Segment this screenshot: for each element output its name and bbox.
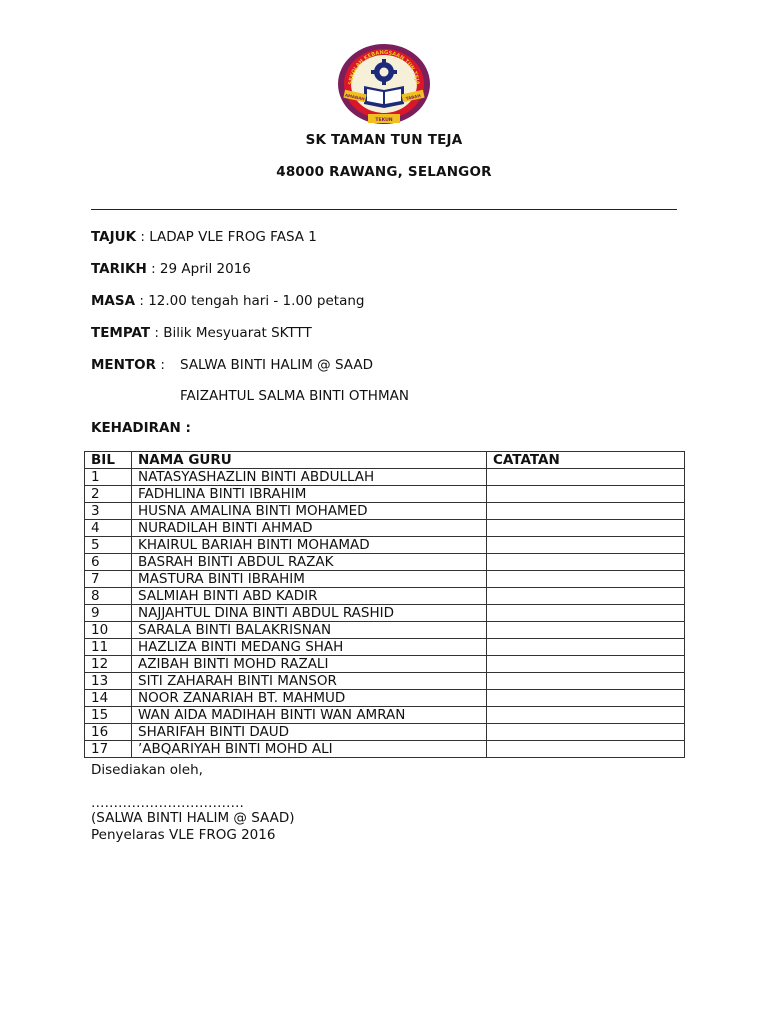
row-nama-guru: WAN AIDA MADIHAH BINTI WAN AMRAN — [132, 707, 487, 724]
row-catatan — [487, 486, 685, 503]
logo-ring-text: SEKOLAH KEBANGSAAN TUN TEJA — [347, 49, 421, 86]
row-bil: 15 — [85, 707, 132, 724]
row-nama-guru: SARALA BINTI BALAKRISNAN — [132, 622, 487, 639]
table-row — [85, 554, 685, 571]
school-address: 48000 RAWANG, SELANGOR — [276, 164, 492, 180]
row-bil: 12 — [85, 656, 132, 673]
logo-ribbon-left: AMANAH — [344, 92, 366, 102]
table-row — [85, 639, 685, 656]
row-bil: 9 — [85, 605, 132, 622]
row-nama-guru: AZIBAH BINTI MOHD RAZALI — [132, 656, 487, 673]
table-row — [85, 571, 685, 588]
mentor-name-2: FAIZAHTUL SALMA BINTI OTHMAN — [180, 388, 409, 404]
field-value: : Bilik Mesyuarat SKTTT — [150, 325, 312, 341]
row-bil: 3 — [85, 503, 132, 520]
table-row — [85, 503, 685, 520]
table-row — [85, 741, 685, 758]
table-header-row — [85, 452, 685, 469]
row-catatan — [487, 571, 685, 588]
row-catatan — [487, 741, 685, 758]
school-name: SK TAMAN TUN TEJA — [305, 132, 463, 148]
kehadiran-heading: KEHADIRAN : — [91, 420, 191, 436]
table-row — [85, 724, 685, 741]
row-nama-guru: MASTURA BINTI IBRAHIM — [132, 571, 487, 588]
row-catatan — [487, 639, 685, 656]
field-label: TEMPAT — [91, 325, 151, 341]
row-bil: 1 — [85, 469, 132, 486]
logo-ribbon-bottom: TEKUN — [375, 118, 393, 123]
field-label: TAJUK — [91, 229, 137, 245]
header-catatan: CATATAN — [487, 452, 685, 469]
row-catatan — [487, 469, 685, 486]
row-catatan — [487, 520, 685, 537]
row-bil: 10 — [85, 622, 132, 639]
mentor-name-1: SALWA BINTI HALIM @ SAAD — [180, 357, 374, 373]
table-row — [85, 673, 685, 690]
row-catatan — [487, 690, 685, 707]
row-catatan — [487, 605, 685, 622]
table-row — [85, 588, 685, 605]
field-mentor — [91, 357, 165, 373]
table-row — [85, 656, 685, 673]
field-label: TARIKH — [91, 261, 147, 277]
prepared-by-label: Disediakan oleh, — [91, 762, 203, 778]
row-nama-guru: NOOR ZANARIAH BT. MAHMUD — [132, 690, 487, 707]
row-catatan — [487, 503, 685, 520]
signatory-name: (SALWA BINTI HALIM @ SAAD) — [91, 810, 295, 826]
row-nama-guru: ’ABQARIYAH BINTI MOHD ALI — [132, 741, 487, 758]
row-bil: 7 — [85, 571, 132, 588]
row-nama-guru: FADHLINA BINTI IBRAHIM — [132, 486, 487, 503]
table-row — [85, 469, 685, 486]
row-nama-guru: HUSNA AMALINA BINTI MOHAMED — [132, 503, 487, 520]
table-row — [85, 690, 685, 707]
row-bil: 11 — [85, 639, 132, 656]
field-value: : 12.00 tengah hari - 1.00 petang — [135, 293, 365, 309]
row-nama-guru: KHAIRUL BARIAH BINTI MOHAMAD — [132, 537, 487, 554]
field-value: : 29 April 2016 — [146, 261, 251, 277]
row-catatan — [487, 537, 685, 554]
row-catatan — [487, 656, 685, 673]
table-row — [85, 537, 685, 554]
row-nama-guru: SALMIAH BINTI ABD KADIR — [132, 588, 487, 605]
row-bil: 4 — [85, 520, 132, 537]
field-separator: : — [156, 357, 165, 373]
row-nama-guru: SITI ZAHARAH BINTI MANSOR — [132, 673, 487, 690]
row-bil: 13 — [85, 673, 132, 690]
row-bil: 5 — [85, 537, 132, 554]
row-nama-guru: SHARIFAH BINTI DAUD — [132, 724, 487, 741]
header-bil: BIL — [85, 452, 132, 469]
row-catatan — [487, 707, 685, 724]
attendance-table — [84, 451, 685, 758]
attendance-table-body — [85, 469, 685, 758]
signatory-position: Penyelaras VLE FROG 2016 — [91, 827, 276, 843]
field-masa — [91, 293, 364, 309]
table-row — [85, 486, 685, 503]
row-bil: 2 — [85, 486, 132, 503]
logo-ribbon-right: TABAH — [405, 92, 422, 101]
table-row — [85, 520, 685, 537]
school-crest-logo — [336, 42, 432, 128]
row-bil: 14 — [85, 690, 132, 707]
field-label: MASA — [91, 293, 136, 309]
row-nama-guru: NATASYASHAZLIN BINTI ABDULLAH — [132, 469, 487, 486]
field-value: : LADAP VLE FROG FASA 1 — [136, 229, 317, 245]
table-row — [85, 622, 685, 639]
field-label: MENTOR — [91, 357, 157, 373]
row-nama-guru: BASRAH BINTI ABDUL RAZAK — [132, 554, 487, 571]
row-bil: 6 — [85, 554, 132, 571]
header-divider — [91, 209, 677, 210]
field-tajuk — [91, 229, 317, 245]
table-row — [85, 605, 685, 622]
row-nama-guru: HAZLIZA BINTI MEDANG SHAH — [132, 639, 487, 656]
field-tarikh — [91, 261, 251, 277]
field-tempat — [91, 325, 312, 341]
row-catatan — [487, 724, 685, 741]
row-bil: 16 — [85, 724, 132, 741]
signature-line: ……………………………. — [91, 795, 244, 811]
row-bil: 8 — [85, 588, 132, 605]
row-catatan — [487, 673, 685, 690]
table-row — [85, 707, 685, 724]
row-nama-guru: NURADILAH BINTI AHMAD — [132, 520, 487, 537]
row-nama-guru: NAJJAHTUL DINA BINTI ABDUL RASHID — [132, 605, 487, 622]
row-catatan — [487, 554, 685, 571]
row-bil: 17 — [85, 741, 132, 758]
row-catatan — [487, 588, 685, 605]
header-nama-guru: NAMA GURU — [132, 452, 487, 469]
row-catatan — [487, 622, 685, 639]
